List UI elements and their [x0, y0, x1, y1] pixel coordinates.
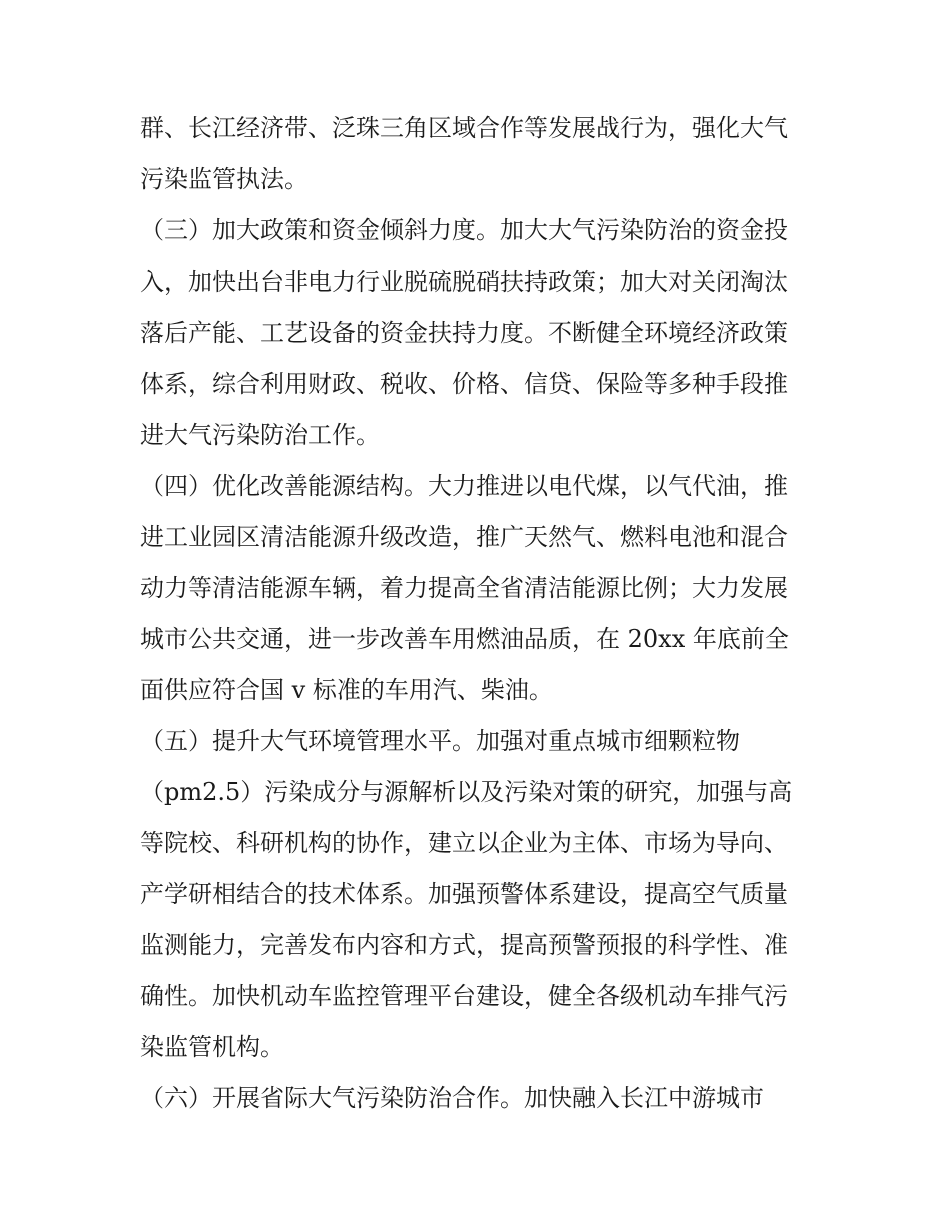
text-line: 动力等清洁能源车辆，着力提高全省清洁能源比例；大力发展: [140, 574, 788, 602]
text-line: 等院校、科研机构的协作，建立以企业为主体、市场为导向、: [140, 829, 788, 857]
text-line: 进大气污染防治工作。: [140, 421, 380, 449]
text-line: 入，加快出台非电力行业脱硫脱硝扶持政策；加大对关闭淘汰: [140, 268, 788, 296]
text-line: 产学研相结合的技术体系。加强预警体系建设，提高空气质量: [140, 880, 788, 908]
text-line: 污染监管执法。: [140, 165, 308, 193]
text-line: 体系，综合利用财政、税收、价格、信贷、保险等多种手段推: [140, 370, 788, 398]
text-line: （四）优化改善能源结构。大力推进以电代煤，以气代油，推: [140, 472, 788, 500]
text-line: 城市公共交通，进一步改善车用燃油品质，在 20xx 年底前全: [140, 625, 789, 653]
text-line: 染监管机构。: [140, 1033, 284, 1061]
text-line: 群、长江经济带、泛珠三角区域合作等发展战行为，强化大气: [140, 114, 788, 142]
text-line: 确性。加快机动车监控管理平台建设，健全各级机动车排气污: [140, 982, 788, 1010]
text-line: （pm2.5）污染成分与源解析以及污染对策的研究，加强与高: [140, 778, 793, 806]
text-line: 监测能力，完善发布内容和方式，提高预警预报的科学性、准: [140, 931, 788, 959]
text-line: （三）加大政策和资金倾斜力度。加大大气污染防治的资金投: [140, 216, 788, 244]
text-line: （五）提升大气环境管理水平。加强对重点城市细颗粒物: [140, 727, 740, 755]
text-line: （六）开展省际大气污染防治合作。加快融入长江中游城市: [140, 1084, 764, 1112]
text-line: 面供应符合国 v 标准的车用汽、柴油。: [140, 676, 553, 704]
text-line: 进工业园区清洁能源升级改造，推广天然气、燃料电池和混合: [140, 523, 788, 551]
text-line: 落后产能、工艺设备的资金扶持力度。不断健全环境经济政策: [140, 319, 788, 347]
